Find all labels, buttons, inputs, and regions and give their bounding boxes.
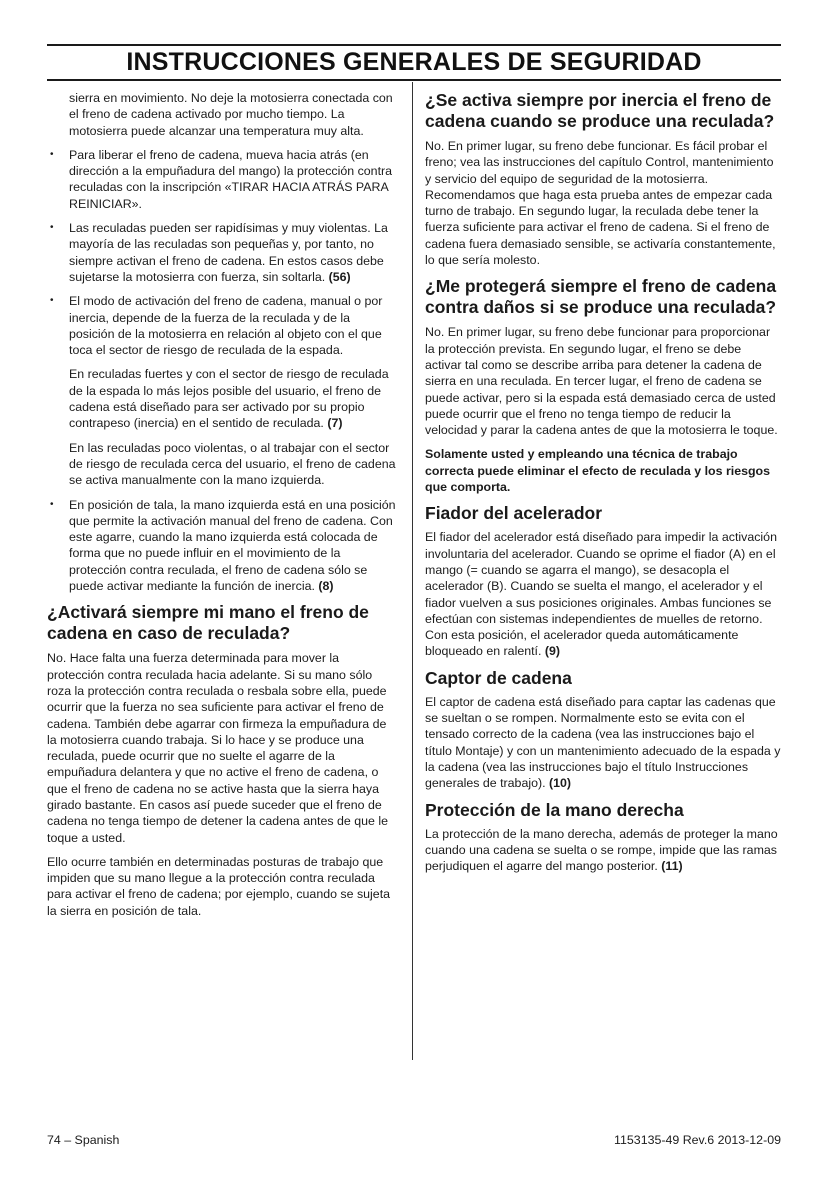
- figure-ref: (9): [544, 644, 561, 659]
- section-heading-throttle-lockout: Fiador del acelerador: [425, 503, 603, 524]
- bullet-text: Las reculadas pueden ser rapidísimas y muy violentas. La mayoría de las reculadas son pequeñas y, por tanto, no siempre activan el freno de cadena. En estos casos debe sujetarse la motosierra con fuerza, sin soltarla.: [69, 221, 388, 284]
- bullet-kickback-speed: [47, 220, 397, 285]
- page-number: 74 – Spanish: [47, 1133, 120, 1147]
- column-divider: [412, 82, 413, 1060]
- bullet-text: El modo de activación del freno de cadena, manual o por inercia, depende de la fuerza de la reculada y de la posición de la motosierra en relación al objeto con el que toca el sector de riesgo de reculada de la espada.: [69, 294, 383, 358]
- section-paragraph: [425, 529, 781, 659]
- figure-ref: (10): [549, 776, 572, 791]
- section-paragraph: [425, 826, 781, 875]
- section-heading-brake-protection: ¿Me protegerá siempre el freno de cadena contra daños si se produce una reculada?: [425, 276, 777, 318]
- bold-warning: Solamente usted y empleando una técnica de trabajo correcta puede eliminar el efecto de reculada y los riesgos que comporta.: [425, 447, 771, 495]
- section-paragraph-text: El fiador del acelerador está diseñado para impedir la activación involuntaria del acelerador. Cuando se oprime el fiador (A) en el mango (= cuando se agarra el mango), se desacopla el acelerador (B). Cuando se suelta el mango, el acelerador y el fiador vuelven a sus posiciones originales. Ambas funciones se efectúan con sistemas independientes de muelles de retorno. Con esta posición, el acelerador queda automáticamente bloqueado en ralentí.: [425, 530, 777, 659]
- intro-paragraph: sierra en movimiento. No deje la motosierra conectada con el freno de cadena activado por mucho tiempo. La motosierra puede alcanzar una temperatura muy alta.: [69, 91, 393, 138]
- section-paragraph: No. En primer lugar, su freno debe funcionar. Es fácil probar el freno; vea las instrucciones del capítulo Control, mantenimiento y servicio del equipo de seguridad de la motosierra. Recomendamos que haga esta prueba antes de empezar cada turno de trabajo. En segundo lugar, la reculada debe tener la fuerza suficiente para activar el freno de cadena. Si el freno de cadena fuera demasiado sensible, se activaría constantemente, lo que sería molesto.: [425, 139, 776, 268]
- left-column: [47, 90, 397, 927]
- header-rule-bottom: [47, 79, 781, 81]
- section-paragraph-text: El captor de cadena está diseñado para captar las cadenas que se sueltan o se rompen. Normalmente esto se evita con el tensado correcto de la cadena (vea las instrucciones bajo el título Montaje) y con un mantenimiento adecuado de la espada y la cadena (vea las instrucciones bajo el título Instrucciones generales de trabajo).: [425, 694, 781, 791]
- page-title: INSTRUCCIONES GENERALES DE SEGURIDAD: [126, 48, 702, 76]
- bullet-subparagraph-text: En reculadas fuertes y con el sector de riesgo de reculada de la espada lo más lejos posible del usuario, el freno de cadena está diseñado para ser activado por su propio contrapeso (inercia) en el sentido de reculada.: [69, 367, 389, 431]
- section-heading-chain-catcher: Captor de cadena: [425, 667, 572, 688]
- section-paragraph: No. En primer lugar, su freno debe funcionar para proporcionar la protección prevista. En segundo lugar, el freno se debe activar tal como se describe arriba para detener la cadena de sierra en una reculada. En tercer lugar, el freno de cadena se puede activar, pero si la espada está demasiado cerca de usted puede ocurrir que el freno no tenga tiempo de reducir la velocidad y parar la cadena antes de que la motosierra le toque.: [425, 325, 778, 438]
- figure-ref: (7): [327, 416, 343, 431]
- bullet-activation-mode: [47, 293, 397, 488]
- section-heading-hand-brake: ¿Activará siempre mi mano el freno de cadena en caso de reculada?: [47, 602, 369, 644]
- figure-ref: (8): [318, 579, 334, 594]
- bullet-release-brake: [47, 147, 397, 212]
- bullet-felling-position: [47, 497, 397, 595]
- section-paragraph: Ello ocurre también en determinadas posturas de trabajo que impiden que su mano llegue a la protección contra reculada para activar el freno de cadena; por ejemplo, cuando se sujeta la sierra en posición de tala.: [47, 854, 391, 918]
- figure-ref: (11): [661, 859, 683, 874]
- section-paragraph: No. Hace falta una fuerza determinada para mover la protección contra reculada hacia adelante. Si su mano sólo roza la protección contra reculada o resbala sobre ella, puede ocurrir que la fuerza no sea suficiente para activar el freno de cadena. También debe agarrar con firmeza la empuñadura de la motosierra cuando trabaja. Si lo hace y se produce una reculada, puede ocurrir que no suelte el agarre de la empuñadura delantera y que no active el freno de cadena, o que el freno de cadena no se active hasta que la sierra haya girado bastante. En casos así puede suceder que el freno de cadena no tenga tiempo de detener la cadena antes de que le toque a usted.: [47, 651, 389, 845]
- section-paragraph-text: La protección de la mano derecha, además de proteger la mano cuando una cadena se suelta o se rompe, impide que las ramas perjudiquen el agarre del mango posterior.: [425, 826, 778, 874]
- right-column: [425, 90, 781, 882]
- bullet-text: Para liberar el freno de cadena, mueva hacia atrás (en dirección a la empuñadura del mango) la protección contra reculadas con la inscripción «TIRAR HACIA ATRÁS PARA REINICIAR».: [69, 147, 393, 211]
- section-heading-inertia-brake: ¿Se activa siempre por inercia el freno de cadena cuando se produce una reculada?: [425, 90, 775, 131]
- bullet-text: En posición de tala, la mano izquierda está en una posición que permite la activación manual del freno de cadena. Con este agarre, cuando la mano izquierda está colocada de forma que no puede influir en el movimiento de la protección contra reculada, el freno de cadena sólo se puede activar mediante la función de inercia.: [69, 497, 396, 594]
- section-heading-right-hand-guard: Protección de la mano derecha: [425, 799, 684, 820]
- section-paragraph: [425, 694, 781, 792]
- document-revision: 1153135-49 Rev.6 2013-12-09: [614, 1133, 781, 1147]
- figure-ref: (56): [328, 269, 351, 284]
- bullet-subparagraph: [69, 366, 397, 431]
- bullet-subparagraph: En las reculadas poco violentas, o al trabajar con el sector de riesgo de reculada cerca del usuario, el freno de cadena se activa manualmente con la mano izquierda.: [69, 440, 396, 488]
- bullet-list: [47, 147, 397, 594]
